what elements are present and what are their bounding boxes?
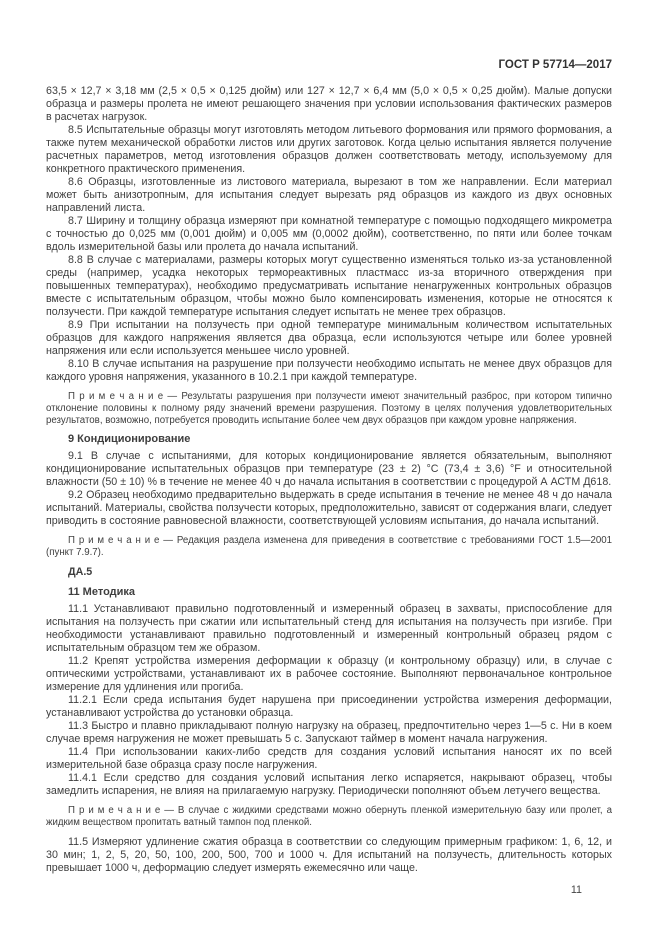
- paragraph: 11.1 Устанавливают правильно подготовленный и измеренный образец в захваты, приспособление для испытания на ползучесть при сжатии или испытательный стенд для испытания на ползучесть при изгибе. При необходимости устанавливают правильно подготовленный и измеренный контрольный образец рядом с испытательным образцом тем же образом.: [46, 602, 612, 654]
- note-paragraph: П р и м е ч а н и е — В случае с жидкими средствами можно обернуть пленкой измерительную базу или пролет, а жидким веществом пропитать ватный тампон под пленкой.: [46, 804, 612, 828]
- paragraph: 9.2 Образец необходимо предварительно выдержать в среде испытания в течение не менее 48 ч до начала испытаний. Материалы, свойства ползучести которых, предположительно, зависят от содержания влаги, следует приводить в состояние равновесной влажности, соответствующей условиям испытания, до начала испытаний.: [46, 489, 612, 528]
- section-heading: 11 Методика: [68, 585, 136, 598]
- paragraph: 11.2.1 Если среда испытания будет нарушена при присоединении устройства измерения деформации, устанавливают устройства до установки образца.: [46, 693, 612, 719]
- note-paragraph: П р и м е ч а н и е — Результаты разрушения при ползучести имеют значительный разброс, при котором типично отклонение половины к полному ряду значений времени разрушения. Поэтому в целях получения удовлетворительных результатов, возможно, потребуется проводить испытание более чем двух образцов при каждом уровне напряжения.: [46, 391, 612, 426]
- note-paragraph: П р и м е ч а н и е — Редакция раздела изменена для приведения в соответствие с требованиями ГОСТ 1.5—2001 (пункт 7.9.7).: [46, 535, 612, 559]
- paragraph: 63,5 × 12,7 × 3,18 мм (2,5 × 0,5 × 0,125 дюйм) или 127 × 12,7 × 6,4 мм (5,0 × 0,5 × 0,25 дюйм). Малые допуски образца и размеры пролета не имеют решающего значения при условии использования фактических размеров в расчетах нагрузок.: [46, 85, 612, 123]
- paragraph: 8.7 Ширину и толщину образца измеряют при комнатной температуре с помощью подходящего микрометра с точностью до 0,025 мм (0,001 дюйм) и 0,005 мм (0,0002 дюйм), соответственно, по пяти или более точкам вдоль измерительной базы или пролета до начала испытаний.: [46, 215, 612, 253]
- paragraph: 8.9 При испытании на ползучесть при одной температуре минимальным количеством испытательных образцов для каждого напряжения является два образца, если используются четыре или более уровней напряжения или если используется меньшее число уровней.: [46, 319, 612, 357]
- paragraph: 8.10 В случае испытания на разрушение при ползучести необходимо испытать не менее двух образцов для каждого уровня напряжения, указанного в 10.2.1 при каждой температуре.: [46, 358, 612, 383]
- paragraph: 11.3 Быстро и плавно прикладывают полную нагрузку на образец, предпочтительно через 1—5 с. Ни в коем случае время нагружения не может превышать 5 с. Запускают таймер в момент начала нагружения.: [46, 719, 612, 745]
- paragraph: 8.8 В случае с материалами, размеры которых могут существенно изменяться только из-за установленной среды (например, усадка некоторых термореактивных пластмасс из-за вторичного отверждения при повышенных температурах), необходимо предусматривать испытание ненагруженных контрольных образцов вместе с испытательным образцом, чтобы можно было компенсировать изменения, которые не относятся к ползучести. При каждой температуре испытания следует испытать не менее трех образцов.: [46, 254, 612, 318]
- paragraph: 11.4 При использовании каких-либо средств для создания условий испытания наносят их по всей измерительной базе образца сразу после нагружения.: [46, 745, 612, 771]
- page-number: 11: [570, 883, 582, 896]
- section-heading: 9 Кондиционирование: [68, 433, 191, 446]
- paragraph: 11.4.1 Если средство для создания условий испытания легко испаряется, накрывают образец, чтобы замедлить испарения, не влияя на прилагаемую нагрузку. Периодически пополняют объем летучего вещества.: [46, 771, 612, 797]
- paragraph: 8.5 Испытательные образцы могут изготовлять методом литьевого формования или прямого формования, а также путем механической обработки листов или других заготовок. Когда целью испытания является получение расчетных параметров, метод изготовления образцов должен соответствовать методу, используемому для конкретного практического применения.: [46, 124, 612, 175]
- document-body: [46, 85, 612, 875]
- paragraph: 9.1 В случае с испытаниями, для которых кондиционирование является обязательным, выполняют кондиционирование испытательных образцов при температуре (23 ± 2) °С (73,4 ± 3,6) °F и относительной влажности (50 ± 10) % в течение не менее 40 ч до начала испытания в соответствии с процедурой А АСТМ Д618.: [46, 450, 612, 489]
- standard-number-header: ГОСТ Р 57714—2017: [498, 59, 612, 71]
- annex-label: ДА.5: [68, 565, 93, 578]
- paragraph: 11.2 Крепят устройства измерения деформации к образцу (и контрольному образцу) или, в случае с оптическими устройствами, устанавливают их в рабочее состояние. Выполняют первоначальное контрольное измерение для удлинения или прогиба.: [46, 654, 612, 693]
- paragraph: 8.6 Образцы, изготовленные из листового материала, вырезают в том же направлении. Если материал может быть анизотропным, для испытания следует вырезать ряд образцов из каждого из двух основных направлений листа.: [46, 176, 612, 214]
- paragraph: 11.5 Измеряют удлинение сжатия образца в соответствии со следующим примерным графиком: 1, 6, 12, и 30 мин; 1, 2, 5, 20, 50, 100, 200, 500, 700 и 1000 ч. Для испытаний на ползучесть, длительность которых превышает 1000 ч, деформацию следует измерять ежемесячно или чаще.: [46, 835, 612, 874]
